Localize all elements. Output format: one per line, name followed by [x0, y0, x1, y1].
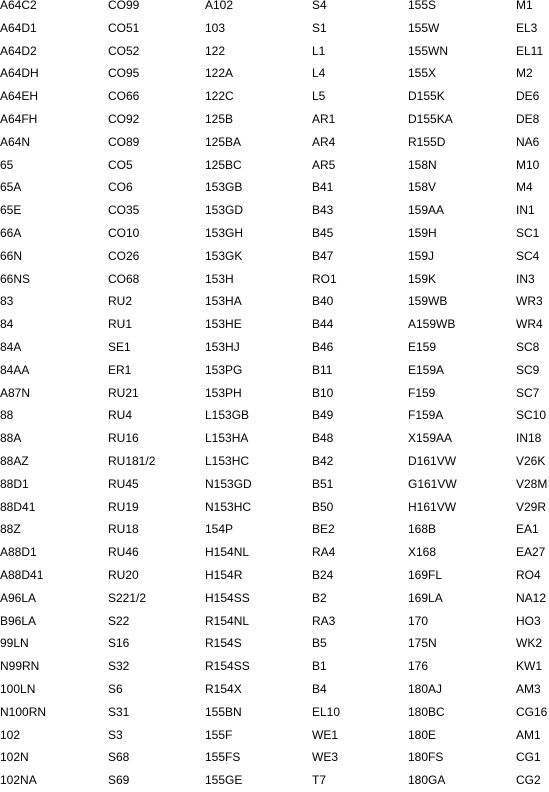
code-cell: 84A: [0, 339, 22, 354]
code-cell: RU19: [108, 499, 139, 514]
code-cell: H161VW: [408, 499, 457, 514]
grid-row: [0, 655, 549, 678]
code-cell: B11: [312, 362, 333, 377]
code-cell: NA12: [516, 590, 547, 605]
code-cell: 99LN: [0, 636, 29, 651]
code-cell: 83: [0, 294, 14, 309]
code-cell: S4: [312, 0, 327, 12]
grid-row: [0, 62, 549, 85]
code-cell: B96LA: [0, 613, 37, 628]
code-cell: B42: [312, 453, 334, 468]
code-cell: L153HA: [205, 431, 249, 446]
grid-row: [0, 496, 549, 519]
code-cell: F159A: [408, 408, 444, 423]
code-cell: SC1: [516, 225, 540, 240]
code-cell: RU2: [108, 294, 133, 309]
code-cell: AM1: [516, 727, 541, 742]
code-cell: 176: [408, 659, 429, 674]
grid-row: [0, 404, 549, 427]
code-cell: CO89: [108, 134, 140, 149]
grid-row: [0, 85, 549, 108]
code-cell: CO95: [108, 66, 140, 81]
code-cell: S32: [108, 659, 130, 674]
code-cell: RU20: [108, 567, 139, 582]
grid-row: [0, 632, 549, 655]
code-cell: B51: [312, 476, 334, 491]
code-cell: S69: [108, 773, 130, 788]
code-cell: X159AA: [408, 431, 453, 446]
code-cell: 153HJ: [205, 339, 240, 354]
code-cell: S31: [108, 704, 130, 719]
code-cell: H154R: [205, 567, 243, 582]
code-cell: 155GE: [205, 773, 243, 788]
code-cell: B50: [312, 499, 334, 514]
code-cell: 153GK: [205, 248, 243, 263]
code-cell: M1: [516, 0, 533, 12]
code-cell: D155K: [408, 89, 445, 104]
code-cell: M4: [516, 180, 533, 195]
code-cell: SC10: [516, 408, 547, 423]
code-cell: 102NA: [0, 773, 37, 788]
code-cell: L153HC: [205, 453, 250, 468]
code-cell: B1: [312, 659, 327, 674]
code-cell: N153HC: [205, 499, 252, 514]
code-cell: EL11: [516, 43, 544, 58]
grid-row: [0, 724, 549, 747]
code-cell: A64FH: [0, 111, 38, 126]
code-cell: 180AJ: [408, 681, 443, 696]
grid-row: [0, 427, 549, 450]
code-cell: DE8: [516, 111, 540, 126]
code-cell: L1: [312, 43, 326, 58]
code-cell: B4: [312, 681, 327, 696]
code-cell: RU1: [108, 317, 133, 332]
code-cell: 175N: [408, 636, 437, 651]
code-cell: S3: [108, 727, 123, 742]
code-cell: RA4: [312, 545, 336, 560]
grid-row: [0, 313, 549, 336]
code-cell: 66A: [0, 225, 22, 240]
code-cell: B2: [312, 590, 327, 605]
code-cell: N100RN: [0, 704, 47, 719]
code-cell: 180BC: [408, 704, 445, 719]
code-cell: CO68: [108, 271, 140, 286]
code-cell: 155BN: [205, 704, 242, 719]
code-cell: 153GB: [205, 180, 243, 195]
code-cell: B48: [312, 431, 334, 446]
grid-row: [0, 17, 549, 40]
code-cell: CG2: [516, 773, 541, 788]
grid-row: [0, 746, 549, 769]
code-cell: 153PG: [205, 362, 243, 377]
code-cell: CO10: [108, 225, 140, 240]
code-cell: 84: [0, 317, 14, 332]
code-cell: 65A: [0, 180, 22, 195]
code-cell: 88D1: [0, 476, 29, 491]
code-cell: B44: [312, 317, 334, 332]
code-cell: R154SS: [205, 659, 250, 674]
code-cell: CO6: [108, 180, 133, 195]
code-cell: RU46: [108, 545, 139, 560]
code-cell: A64D1: [0, 20, 37, 35]
code-cell: L5: [312, 89, 326, 104]
code-cell: IN1: [516, 203, 535, 218]
code-cell: 66N: [0, 248, 23, 263]
code-cell: KW1: [516, 659, 543, 674]
grid-row: [0, 290, 549, 313]
code-cell: RU4: [108, 408, 133, 423]
code-cell: RU21: [108, 385, 139, 400]
code-cell: S22: [108, 613, 130, 628]
code-cell: 158V: [408, 180, 437, 195]
grid-row: [0, 131, 549, 154]
code-cell: L153GB: [205, 408, 250, 423]
code-cell: B40: [312, 294, 334, 309]
code-cell: HO3: [516, 613, 541, 628]
code-cell: CO66: [108, 89, 140, 104]
code-cell: A159WB: [408, 317, 456, 332]
code-cell: 153H: [205, 271, 234, 286]
code-cell: CO26: [108, 248, 140, 263]
grid-row: [0, 154, 549, 177]
code-cell: 125BA: [205, 134, 242, 149]
grid-row: [0, 701, 549, 724]
code-cell: 122A: [205, 66, 234, 81]
code-cell: 159WB: [408, 294, 448, 309]
code-cell: A88D41: [0, 567, 44, 582]
grid-row: [0, 336, 549, 359]
code-cell: A64C2: [0, 0, 37, 12]
code-cell: S68: [108, 750, 130, 765]
code-cell: F159: [408, 385, 436, 400]
code-cell: R155D: [408, 134, 446, 149]
grid-row: [0, 245, 549, 268]
code-cell: 158N: [408, 157, 437, 172]
code-cell: 170: [408, 613, 429, 628]
grid-row: [0, 769, 549, 792]
grid-row: [0, 0, 549, 17]
code-cell: 159AA: [408, 203, 445, 218]
code-cell: EL3: [516, 20, 538, 35]
code-cell: E159A: [408, 362, 445, 377]
code-cell: B46: [312, 339, 334, 354]
code-cell: 168B: [408, 522, 437, 537]
code-cell: B43: [312, 203, 334, 218]
code-cell: CG16: [516, 704, 548, 719]
code-cell: N99RN: [0, 659, 40, 674]
code-cell: 153PH: [205, 385, 242, 400]
code-cell: H154NL: [205, 545, 250, 560]
code-cell: G161VW: [408, 476, 457, 491]
code-cell: 65: [0, 157, 14, 172]
code-cell: CO35: [108, 203, 140, 218]
code-cell: B47: [312, 248, 334, 263]
code-cell: RU16: [108, 431, 139, 446]
code-cell: 169FL: [408, 567, 443, 582]
code-cell: AR1: [312, 111, 336, 126]
code-cell: WK2: [516, 636, 543, 651]
code-cell: CG1: [516, 750, 541, 765]
code-cell: 155WN: [408, 43, 449, 58]
code-cell: A96LA: [0, 590, 37, 605]
code-cell: A64N: [0, 134, 31, 149]
code-cell: S6: [108, 681, 123, 696]
code-cell: 180GA: [408, 773, 446, 788]
code-cell: 84AA: [0, 362, 30, 377]
code-cell: SC7: [516, 385, 540, 400]
code-cell: A88D1: [0, 545, 37, 560]
code-cell: 102: [0, 727, 21, 742]
code-cell: RU181/2: [108, 453, 156, 468]
code-cell: B41: [312, 180, 334, 195]
code-cell: EL10: [312, 704, 341, 719]
code-cell: 153GH: [205, 225, 244, 240]
code-cell: SC9: [516, 362, 540, 377]
code-cell: 88A: [0, 431, 22, 446]
code-cell: V26K: [516, 453, 546, 468]
grid-row: [0, 268, 549, 291]
code-cell: 66NS: [0, 271, 31, 286]
code-cell: 122: [205, 43, 226, 58]
code-cell: L4: [312, 66, 326, 81]
code-cell: 88D41: [0, 499, 36, 514]
code-cell: M2: [516, 66, 533, 81]
code-cell: R154NL: [205, 613, 250, 628]
code-cell: WR4: [516, 317, 543, 332]
code-cell: D161VW: [408, 453, 457, 468]
code-cell: A64EH: [0, 89, 39, 104]
code-cell: E159: [408, 339, 437, 354]
code-cell: N153GD: [205, 476, 252, 491]
code-cell: B10: [312, 385, 334, 400]
code-cell: 155W: [408, 20, 440, 35]
code-cell: B5: [312, 636, 327, 651]
code-cell: WE3: [312, 750, 339, 765]
code-cell: CO99: [108, 0, 140, 12]
grid-row: [0, 176, 549, 199]
code-cell: AM3: [516, 681, 541, 696]
code-cell: NA6: [516, 134, 540, 149]
code-cell: RU45: [108, 476, 139, 491]
code-cell: 169LA: [408, 590, 443, 605]
code-cell: 155F: [205, 727, 233, 742]
code-cell: B49: [312, 408, 334, 423]
grid-row: [0, 473, 549, 496]
code-cell: 159H: [408, 225, 437, 240]
code-cell: RO1: [312, 271, 337, 286]
code-cell: RO4: [516, 567, 541, 582]
code-cell: DE6: [516, 89, 540, 104]
code-cell: 153HA: [205, 294, 242, 309]
grid-row: [0, 108, 549, 131]
code-cell: S221/2: [108, 590, 147, 605]
code-cell: SC4: [516, 248, 540, 263]
code-cell: IN18: [516, 431, 542, 446]
code-cell: EA1: [516, 522, 539, 537]
code-cell: BE2: [312, 522, 335, 537]
code-cell: SC8: [516, 339, 540, 354]
code-cell: 180FS: [408, 750, 444, 765]
code-cell: A87N: [0, 385, 31, 400]
code-cell: ER1: [108, 362, 132, 377]
code-cell: WR3: [516, 294, 543, 309]
grid-row: [0, 40, 549, 63]
code-cell: 100LN: [0, 681, 36, 696]
grid-row: [0, 678, 549, 701]
code-cell: B24: [312, 567, 334, 582]
code-cell: AR5: [312, 157, 336, 172]
code-cell: 155X: [408, 66, 437, 81]
code-cell: 153HE: [205, 317, 242, 332]
code-cell: R154X: [205, 681, 242, 696]
code-cell: V28M: [516, 476, 548, 491]
code-cell: A64DH: [0, 66, 39, 81]
code-cell: 125BC: [205, 157, 242, 172]
code-cell: 103: [205, 20, 226, 35]
code-cell: 88: [0, 408, 14, 423]
code-cell: D155KA: [408, 111, 453, 126]
grid-row: [0, 610, 549, 633]
code-cell: M10: [516, 157, 540, 172]
grid-row: [0, 541, 549, 564]
code-cell: EA27: [516, 545, 546, 560]
code-cell: 159J: [408, 248, 435, 263]
code-cell: 88AZ: [0, 453, 29, 468]
code-cell: 102N: [0, 750, 29, 765]
code-cell: S16: [108, 636, 130, 651]
code-cell: 125B: [205, 111, 234, 126]
code-cell: 155S: [408, 0, 437, 12]
code-cell: CO52: [108, 43, 140, 58]
grid-row: [0, 199, 549, 222]
code-cell: IN3: [516, 271, 535, 286]
code-cell: V29R: [516, 499, 547, 514]
code-cell: 153GD: [205, 203, 244, 218]
grid-row: [0, 564, 549, 587]
code-cell: H154SS: [205, 590, 250, 605]
code-cell: 159K: [408, 271, 437, 286]
code-cell: R154S: [205, 636, 242, 651]
code-cell: S1: [312, 20, 327, 35]
code-cell: SE1: [108, 339, 131, 354]
grid-row: [0, 382, 549, 405]
code-cell: CO92: [108, 111, 140, 126]
code-cell: T7: [312, 773, 327, 788]
code-cell: A102: [205, 0, 234, 12]
code-cell: CO51: [108, 20, 140, 35]
code-cell: 65E: [0, 203, 22, 218]
code-cell: 155FS: [205, 750, 241, 765]
code-cell: 180E: [408, 727, 437, 742]
code-cell: A64D2: [0, 43, 37, 58]
grid-row: [0, 222, 549, 245]
code-cell: 122C: [205, 89, 234, 104]
grid-row: [0, 518, 549, 541]
code-cell: RU18: [108, 522, 139, 537]
grid-row: [0, 587, 549, 610]
code-cell: CO5: [108, 157, 133, 172]
code-cell: 88Z: [0, 522, 21, 537]
grid-row: [0, 450, 549, 473]
code-cell: AR4: [312, 134, 336, 149]
code-cell: B45: [312, 225, 334, 240]
code-cell: 154P: [205, 522, 234, 537]
code-cell: X168: [408, 545, 437, 560]
grid-row: [0, 359, 549, 382]
code-cell: RA3: [312, 613, 336, 628]
code-cell: WE1: [312, 727, 339, 742]
